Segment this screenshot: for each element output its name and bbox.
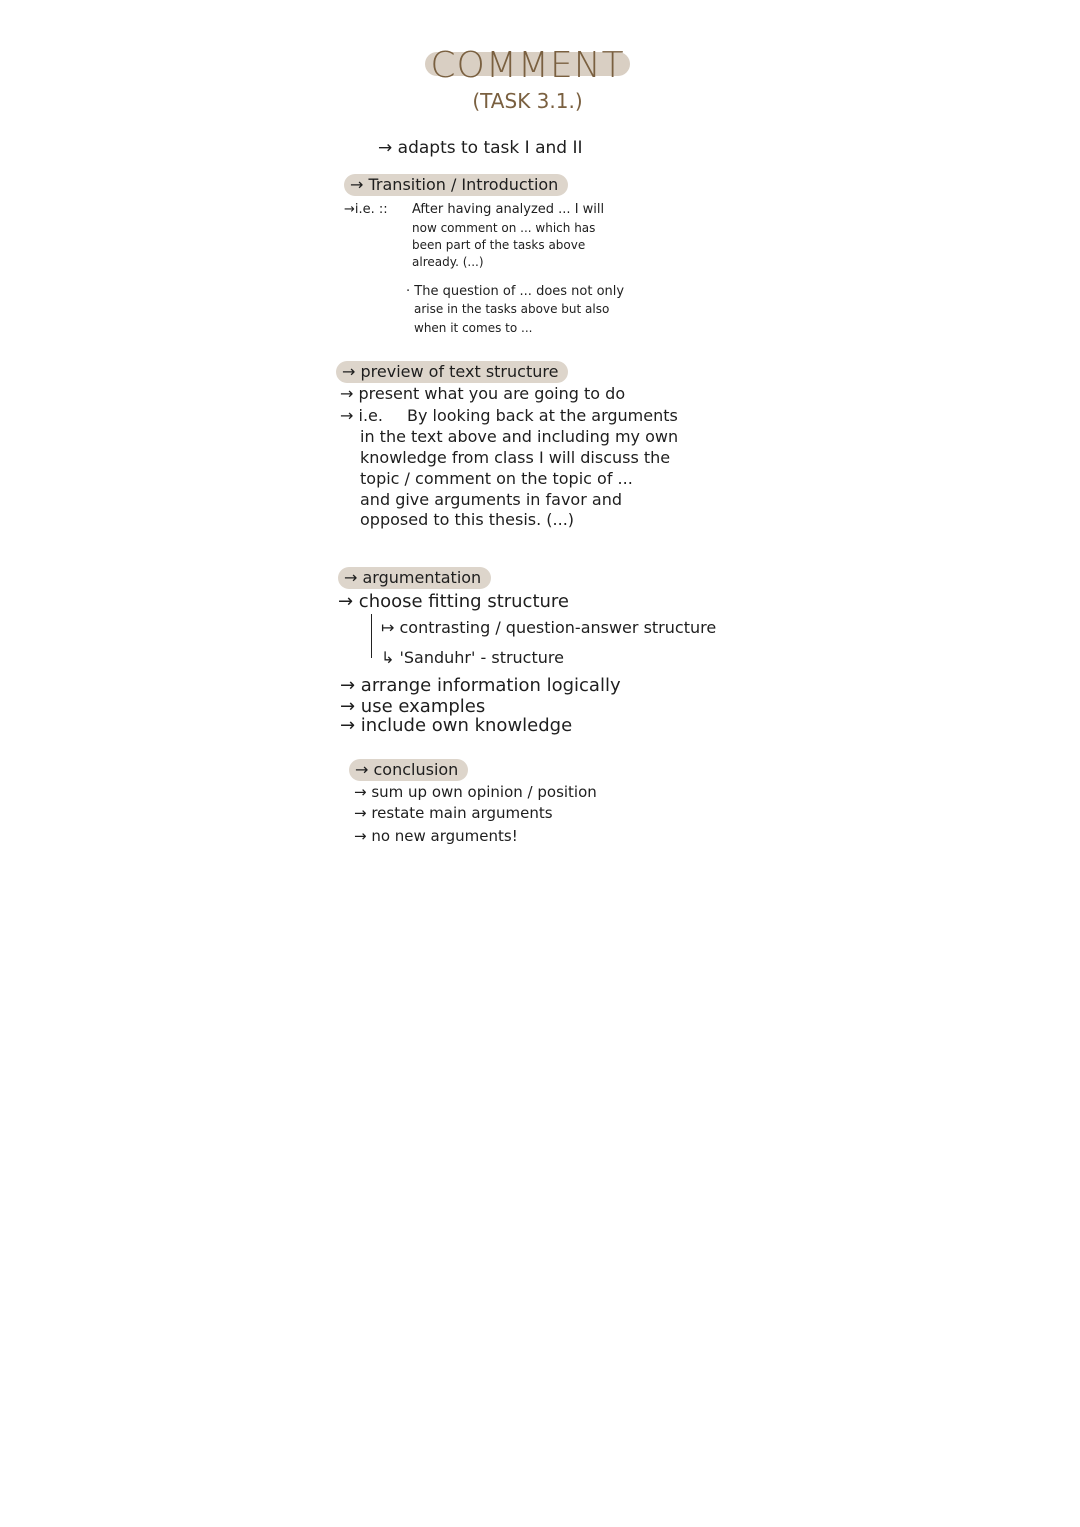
transition-example1-line: now comment on ... which has: [412, 221, 596, 235]
preview-example-label: → i.e.: [340, 406, 383, 425]
page-subtitle: (TASK 3.1.): [472, 89, 583, 113]
structure-option: ↳ 'Sanduhr' - structure: [381, 648, 564, 667]
conclusion-point: → sum up own opinion / position: [354, 783, 597, 801]
preview-example-line: topic / comment on the topic of ...: [360, 469, 633, 488]
preview-example-line: knowledge from class I will discuss the: [360, 448, 671, 467]
argumentation-choose: → choose fitting structure: [338, 591, 570, 612]
adapts-line: → adapts to task I and II: [378, 138, 583, 158]
transition-example2-line: arise in the tasks above but also: [414, 302, 610, 316]
argumentation-point: → arrange information logically: [340, 675, 621, 696]
preview-example-line: By looking back at the arguments: [407, 406, 678, 425]
argumentation-point: → include own knowledge: [340, 715, 573, 736]
argumentation-heading: → argumentation: [338, 567, 491, 589]
conclusion-point: → no new arguments!: [354, 827, 518, 845]
argumentation-point: → use examples: [340, 696, 486, 717]
conclusion-point: → restate main arguments: [354, 804, 553, 822]
transition-example1-line: been part of the tasks above: [412, 238, 586, 252]
preview-example-line: and give arguments in favor and: [360, 490, 622, 509]
structure-bracket: [371, 614, 372, 658]
preview-line: → present what you are going to do: [340, 384, 626, 403]
transition-example2-line: when it comes to ...: [414, 321, 533, 335]
title-block: [425, 44, 630, 88]
page-title: COMMENT: [430, 45, 625, 86]
structure-option: ↦ contrasting / question-answer structure: [381, 618, 717, 637]
conclusion-heading: → conclusion: [349, 759, 468, 781]
preview-example-line: in the text above and including my own: [360, 427, 679, 446]
preview-heading: → preview of text structure: [336, 361, 568, 383]
transition-example1-line: already. (...): [412, 255, 484, 269]
preview-example-line: opposed to this thesis. (...): [360, 510, 575, 529]
transition-example2-line: · The question of ... does not only: [406, 284, 625, 299]
transition-example1-line: After having analyzed ... I will: [412, 202, 605, 217]
transition-example-label: →i.e. ::: [344, 202, 388, 217]
transition-heading: → Transition / Introduction: [344, 174, 568, 196]
